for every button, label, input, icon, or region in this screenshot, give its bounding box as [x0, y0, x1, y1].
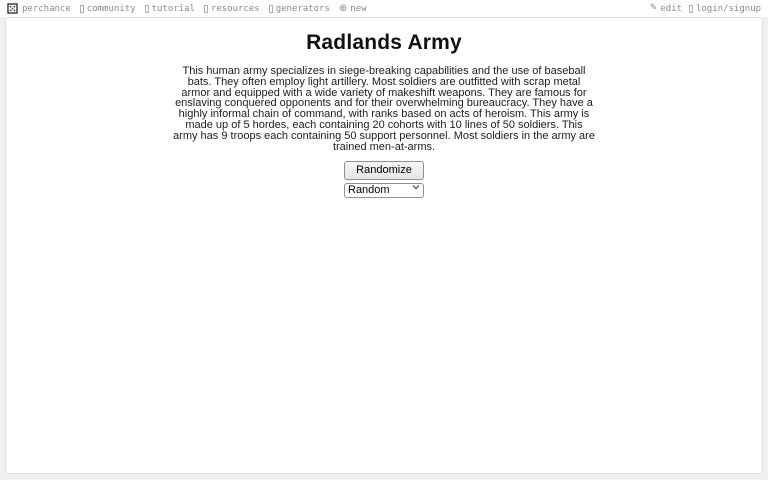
- login-label: login/signup: [695, 3, 761, 14]
- generators-icon: [269, 5, 273, 13]
- topbar-link-resources[interactable]: [204, 4, 260, 14]
- tutorial-icon: [145, 5, 149, 13]
- topbar-link-login[interactable]: [689, 4, 761, 14]
- edit-label: edit: [660, 3, 682, 14]
- resources-label: resources: [210, 3, 260, 14]
- edit-pencil-icon: ✎: [649, 3, 658, 13]
- topbar-link-tutorial[interactable]: [145, 4, 195, 14]
- generators-label: generators: [275, 3, 330, 14]
- generator-panel: [5, 17, 763, 474]
- generator-content: [172, 31, 596, 198]
- resources-icon: [204, 5, 208, 13]
- generator-output-text: This human army specializes in siege-breaking capabilities and the use of baseball bats. They often employ light artillery. Most soldiers are outfitted with scrap metal armor and equipped with a wide variety of makeshift weapons. They are famous for enslaving conquered opponents and for their overwhelming bureaucracy. They have a highly informal chain of command, with ranks based on acts of heroism. This army is made up of 5 hordes, each containing 20 cohorts with 10 lines of 50 soldiers. This army has 9 troops each containing 50 support personnel. Most soldiers in the army are trained men-at-arms.: [173, 65, 595, 153]
- topbar-link-community[interactable]: [80, 4, 136, 14]
- community-icon: [80, 5, 84, 13]
- topbar-link-generators[interactable]: [269, 4, 330, 14]
- community-label: community: [86, 3, 136, 14]
- topbar-link-edit[interactable]: [650, 4, 682, 14]
- perchance-logo-label: perchance: [22, 3, 71, 14]
- topbar: [0, 0, 768, 17]
- dice-logo-icon: [7, 3, 18, 14]
- tutorial-label: tutorial: [151, 3, 195, 14]
- page-title: Radlands Army: [306, 31, 462, 54]
- output-type-select-wrap: [344, 180, 424, 198]
- randomize-button[interactable]: Randomize: [344, 161, 424, 180]
- new-generator-icon: ⊕: [338, 2, 348, 14]
- login-icon: [689, 5, 693, 13]
- new-label: new: [350, 3, 367, 14]
- output-type-select[interactable]: [344, 183, 424, 198]
- topbar-link-new[interactable]: [339, 4, 367, 14]
- perchance-logo-link[interactable]: [7, 3, 71, 14]
